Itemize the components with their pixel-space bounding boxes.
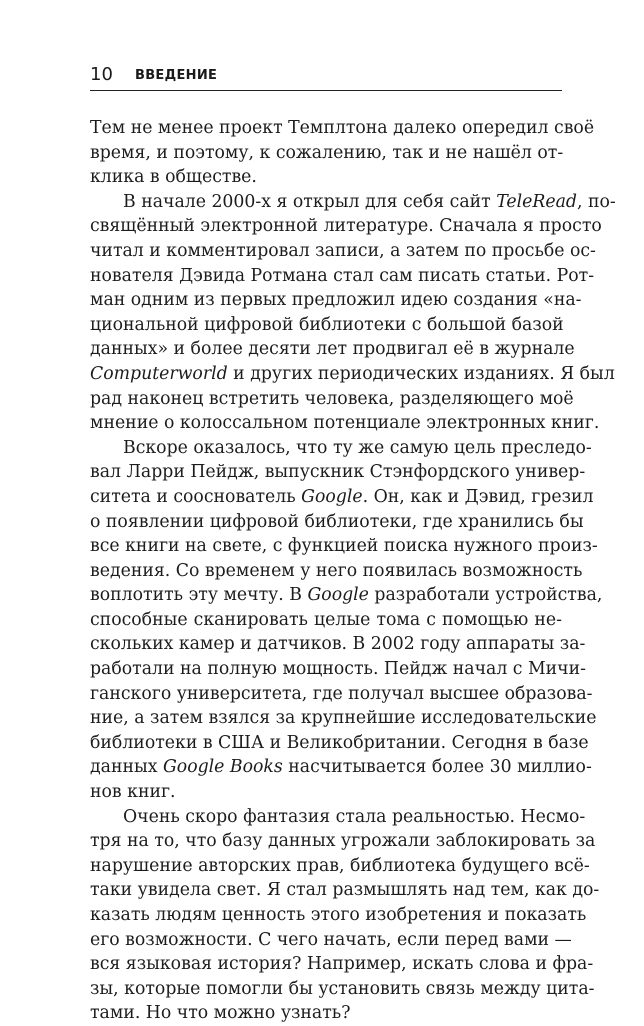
text-line: нов книг. (90, 782, 176, 803)
text-line: ние, а затем взялся за крупнейшие исследовательские (90, 708, 597, 729)
text-line: о появлении цифровой библиотеки, где хранились бы (90, 511, 584, 532)
text-line: рад наконец встретить человека, разделяющего моё (90, 388, 574, 409)
page-number: 10 (90, 64, 113, 85)
body-text (90, 116, 616, 1026)
text-line: мнение о колоссальном потенциале электронных книг. (90, 413, 600, 434)
text-line: циональной цифровой библиотеки с большой базой (90, 314, 564, 335)
text-line: нарушение авторских прав, библиотека будущего всё- (90, 855, 590, 876)
text-line: ведения. Со временем у него появилась возможность (90, 560, 583, 581)
text-line: читал и комментировал записи, а затем по просьбе ос- (90, 240, 596, 261)
text-line: ситета и сооснователь Google. Он, как и Дэвид, грезил (90, 486, 594, 507)
text-line: все книги на свете, с функцией поиска нужного произ- (90, 536, 598, 557)
text-line: клика в обществе. (90, 167, 257, 188)
text-line: свящённый электронной литературе. Сначала я просто (90, 216, 602, 237)
text-line: В начале 2000-х я открыл для себя сайт TeleRead, по- (123, 191, 616, 212)
italic-term: Google Books (162, 757, 283, 778)
text-line: его возможности. С чего начать, если перед вами — (90, 929, 572, 950)
text-line: время, и поэтому, к сожалению, так и не нашёл от- (90, 142, 564, 163)
text-line: библиотеки в США и Великобритании. Сегодня в базе (90, 732, 589, 753)
text-line: Computerworld и других периодических изданиях. Я был (90, 363, 615, 384)
text-line: нователя Дэвида Ротмана стал сам писать статьи. Рот- (90, 265, 595, 286)
text-line: тря на то, что базу данных угрожали заблокировать за (90, 831, 596, 852)
text-line: скольких камер и датчиков. В 2002 году аппараты за- (90, 634, 586, 655)
text-line: тами. Но что можно узнать? (90, 1003, 351, 1024)
text-line: ман одним из первых предложил идею создания «на- (90, 290, 582, 311)
text-line: Очень скоро фантазия стала реальностью. Несмо- (123, 806, 586, 827)
text-line: Тем не менее проект Темплтона далеко опередил своё (90, 118, 595, 138)
section-title: ВВЕДЕНИЕ (135, 68, 218, 83)
text-line: ганского университета, где получал высшее образова- (90, 683, 593, 704)
text-line: вал Ларри Пейдж, выпускник Стэнфордского универ- (90, 462, 586, 483)
italic-term: TeleRead (496, 191, 577, 212)
text-line: воплотить эту мечту. В Google разработали устройства, (90, 585, 603, 606)
italic-term: Google (301, 486, 363, 507)
text-line: вся языковая история? Например, искать слова и фра- (90, 954, 594, 975)
text-line: зы, которые помогли бы установить связь между цита- (90, 978, 595, 999)
text-line: казать людям ценность этого изобретения и показать (90, 905, 587, 925)
italic-term: Google (307, 585, 369, 606)
text-line: таки увидела свет. Я стал размышлять над тем, как до- (90, 880, 600, 901)
text-line: Вскоре оказалось, что ту же самую цель преследо- (123, 437, 592, 458)
running-header (90, 62, 562, 91)
text-line: данных» и более десяти лет продвигал её в журнале (90, 339, 575, 360)
text-line: способные сканировать целые тома с помощью не- (90, 609, 562, 630)
text-line: данных Google Books насчитывается более 30 миллио- (90, 757, 592, 778)
italic-term: Computerworld (90, 363, 228, 384)
text-line: работали на полную мощность. Пейдж начал с Мичи- (90, 659, 586, 680)
